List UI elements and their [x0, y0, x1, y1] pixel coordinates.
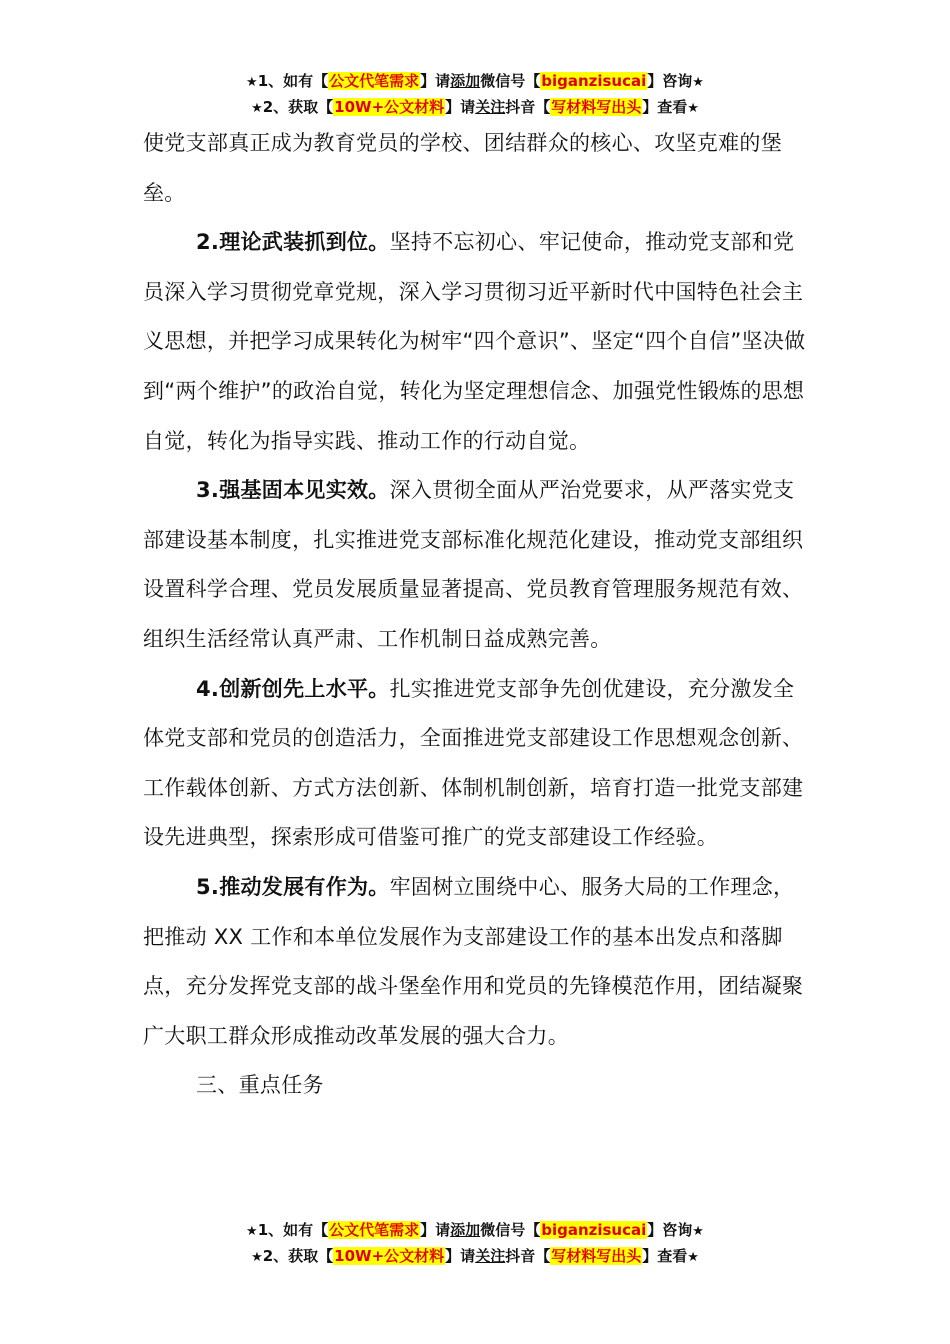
banner-line-2 — [0, 95, 950, 121]
section-heading: 三、重点任务 — [196, 1073, 324, 1098]
banner-line-1 — [0, 1218, 950, 1244]
paragraph-lead: 5.推动发展有作为。 — [196, 874, 390, 899]
paragraph-text: 坚持不忘初心、牢记使命，推动党支部和党员深入学习贯彻党章党规，深入学习贯彻习近平新时代中国特色社会主义思想，并把学习成果转化为树牢“四个意识”、坚定“四个自信”坚决做到“两个维护”的政治自觉，转化为坚定理想信念、加强党性锻炼的思想自觉，转化为指导实践、推动工作的行动自觉。 — [143, 230, 806, 453]
banner-text: 1、如有【 — [257, 1221, 329, 1239]
continuation-paragraph: 使党支部真正成为教育党员的学校、团结群众的核心、攻坚克难的堡垒。 — [143, 131, 782, 205]
paragraph-item-4 — [143, 665, 808, 863]
star-icon: ★ — [246, 75, 258, 90]
banner-highlight: 公文代笔需求 — [329, 1221, 420, 1239]
star-icon: ★ — [246, 1224, 258, 1239]
paragraph-item-2 — [143, 218, 808, 466]
banner-highlight: 10W+公文材料 — [334, 1247, 445, 1265]
douyin-highlight: 写材料写出头 — [551, 1247, 642, 1265]
banner-highlight: 10W+公文材料 — [334, 98, 445, 116]
banner-highlight: 公文代笔需求 — [329, 72, 420, 90]
wechat-id-highlight: biganzisucai — [541, 1221, 647, 1239]
paragraph-text: 深入贯彻全面从严治党要求，从严落实党支部建设基本制度，扎实推进党支部标准化规范化建设，推动党支部组织设置科学合理、党员发展质量显著提高、党员教育管理服务规范有效、组织生活经常认真严肃、工作机制日益成熟完善。 — [143, 478, 804, 651]
douyin-highlight: 写材料写出头 — [551, 98, 642, 116]
banner-text: 抖音【 — [505, 98, 551, 116]
paragraph-lead: 4.创新创先上水平。 — [196, 676, 390, 701]
banner-underlined-text: 添加 — [450, 1221, 481, 1239]
banner-text: 】咨询 — [647, 72, 693, 90]
banner-text: 】请 — [445, 98, 476, 116]
banner-text: 1、如有【 — [257, 72, 329, 90]
banner-underlined-text: 关注 — [475, 98, 506, 116]
banner-text: 】查看 — [642, 98, 688, 116]
banner-text: 抖音【 — [505, 1247, 551, 1265]
paragraph-text: 牢固树立围绕中心、服务大局的工作理念，把推动 XX 工作和本单位发展作为支部建设工作的基本出发点和落脚点，充分发挥党支部的战斗堡垒作用和党员的先锋模范作用，团结凝聚广大职工群众形成推动改革发展的强大合力。 — [143, 874, 804, 1048]
star-icon: ★ — [687, 101, 699, 116]
star-icon: ★ — [251, 101, 263, 116]
banner-underlined-text: 添加 — [450, 72, 481, 90]
footer-banner — [0, 1218, 950, 1270]
star-icon: ★ — [251, 1250, 263, 1265]
banner-underlined-text: 关注 — [475, 1247, 506, 1265]
banner-text: 】请 — [445, 1247, 476, 1265]
banner-text: 2、获取【 — [262, 1247, 334, 1265]
banner-text: 微信号【 — [480, 1221, 541, 1239]
banner-line-2 — [0, 1244, 950, 1270]
banner-text: 】请 — [420, 1221, 451, 1239]
banner-text: 2、获取【 — [262, 98, 334, 116]
banner-text: 】请 — [420, 72, 451, 90]
banner-text: 】查看 — [642, 1247, 688, 1265]
paragraph-text: 扎实推进党支部争先创优建设，充分激发全体党支部和党员的创造活力，全面推进党支部建设工作思想观念创新、工作载体创新、方式方法创新、体制机制创新，培育打造一批党支部建设先进典型，探索形成可借鉴可推广的党支部建设工作经验。 — [143, 676, 804, 850]
paragraph-item-5 — [143, 863, 808, 1061]
paragraph-item-3 — [143, 466, 808, 664]
paragraph-lead: 3.强基固本见实效。 — [196, 478, 390, 503]
star-icon: ★ — [692, 1224, 704, 1239]
header-banner — [0, 69, 950, 121]
wechat-id-highlight: biganzisucai — [541, 72, 647, 90]
banner-line-1 — [0, 69, 950, 95]
star-icon: ★ — [687, 1250, 699, 1265]
paragraph-lead: 2.理论武装抓到位。 — [196, 230, 390, 255]
banner-text: 】咨询 — [647, 1221, 693, 1239]
star-icon: ★ — [692, 75, 704, 90]
document-body — [143, 119, 808, 1111]
banner-text: 微信号【 — [480, 72, 541, 90]
